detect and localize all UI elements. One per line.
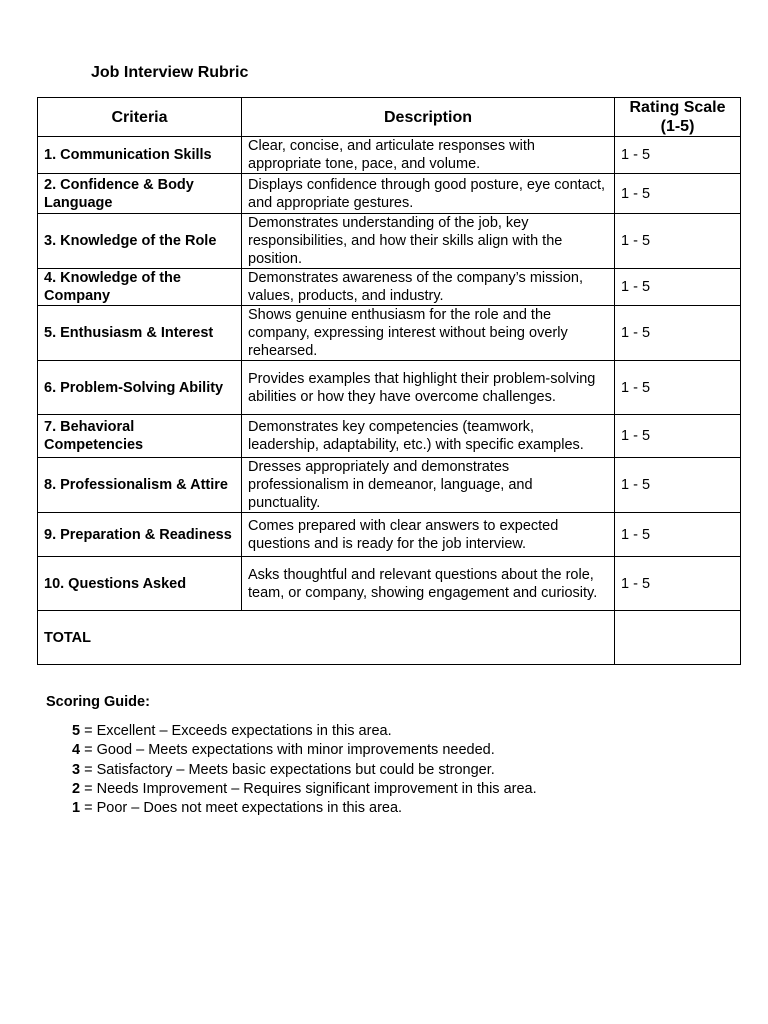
total-label: TOTAL xyxy=(38,611,615,665)
criterion-cell: 7. Behavioral Competencies xyxy=(38,415,242,458)
score-value: 1 xyxy=(72,800,81,817)
score-description: = Excellent – Exceeds expectations in this area. xyxy=(80,723,392,739)
score-value: 2 xyxy=(72,780,81,797)
header-rating-scale xyxy=(615,98,741,137)
scoring-guide-item xyxy=(72,722,537,741)
table-row xyxy=(38,269,741,306)
score-value: 5 xyxy=(72,723,81,739)
table-header-row xyxy=(38,98,741,137)
rating-cell: 1 - 5 xyxy=(615,269,741,306)
rating-cell: 1 - 5 xyxy=(615,415,741,458)
rating-cell: 1 - 5 xyxy=(615,214,741,269)
criterion-cell: 8. Professionalism & Attire xyxy=(38,458,242,513)
criterion-cell: 10. Questions Asked xyxy=(38,557,242,611)
criterion-cell: 5. Enthusiasm & Interest xyxy=(38,306,242,361)
criterion-cell: 2. Confidence & Body Language xyxy=(38,174,242,214)
scoring-guide-item xyxy=(72,780,537,799)
table-row xyxy=(38,361,741,415)
rating-cell: 1 - 5 xyxy=(615,557,741,611)
criterion-cell: 6. Problem-Solving Ability xyxy=(38,361,242,415)
table-row xyxy=(38,458,741,513)
table-row xyxy=(38,306,741,361)
table-row xyxy=(38,174,741,214)
table-row xyxy=(38,137,741,174)
rating-cell: 1 - 5 xyxy=(615,306,741,361)
scoring-guide-title: Scoring Guide: xyxy=(46,694,150,710)
score-value: 3 xyxy=(72,761,81,778)
description-cell: Asks thoughtful and relevant questions about the role, team, or company, showing engagement and curiosity. xyxy=(242,557,615,611)
header-description: Description xyxy=(242,98,615,137)
header-criteria: Criteria xyxy=(38,98,242,137)
rubric-table xyxy=(37,97,741,665)
rating-cell: 1 - 5 xyxy=(615,137,741,174)
document-title: Job Interview Rubric xyxy=(91,64,249,81)
description-cell: Demonstrates understanding of the job, key responsibilities, and how their skills align with the position. xyxy=(242,214,615,269)
table-row xyxy=(38,214,741,269)
rating-cell: 1 - 5 xyxy=(615,361,741,415)
header-rating-line2: (1-5) xyxy=(660,118,695,135)
scoring-guide-item xyxy=(72,741,537,760)
description-cell: Dresses appropriately and demonstrates professionalism in demeanor, language, and punctuality. xyxy=(242,458,615,513)
score-value: 4 xyxy=(72,742,81,759)
score-description: = Needs Improvement – Requires significant improvement in this area. xyxy=(80,780,537,797)
table-row xyxy=(38,557,741,611)
scoring-guide-list xyxy=(72,722,537,818)
total-value-cell xyxy=(615,611,741,665)
score-description: = Poor – Does not meet expectations in this area. xyxy=(80,800,403,817)
rating-cell: 1 - 5 xyxy=(615,513,741,557)
header-rating-line1: Rating Scale xyxy=(629,99,726,116)
scoring-guide-item xyxy=(72,761,537,780)
table-row xyxy=(38,415,741,458)
description-cell: Demonstrates awareness of the company’s mission, values, products, and industry. xyxy=(242,269,615,306)
table-row xyxy=(38,513,741,557)
scoring-guide-item xyxy=(72,799,537,818)
description-cell: Provides examples that highlight their problem-solving abilities or how they have overcome challenges. xyxy=(242,361,615,415)
total-row xyxy=(38,611,741,665)
score-description: = Satisfactory – Meets basic expectations but could be stronger. xyxy=(80,761,495,778)
description-cell: Shows genuine enthusiasm for the role and the company, expressing interest without being overly rehearsed. xyxy=(242,306,615,361)
rating-cell: 1 - 5 xyxy=(615,458,741,513)
description-cell: Demonstrates key competencies (teamwork, leadership, adaptability, etc.) with specific examples. xyxy=(242,415,615,458)
description-cell: Displays confidence through good posture, eye contact, and appropriate gestures. xyxy=(242,174,615,214)
description-cell: Comes prepared with clear answers to expected questions and is ready for the job interview. xyxy=(242,513,615,557)
criterion-cell: 4. Knowledge of the Company xyxy=(38,269,242,306)
criterion-cell: 3. Knowledge of the Role xyxy=(38,214,242,269)
score-description: = Good – Meets expectations with minor improvements needed. xyxy=(80,742,495,759)
criterion-cell: 1. Communication Skills xyxy=(38,137,242,174)
criterion-cell: 9. Preparation & Readiness xyxy=(38,513,242,557)
rating-cell: 1 - 5 xyxy=(615,174,741,214)
description-cell: Clear, concise, and articulate responses with appropriate tone, pace, and volume. xyxy=(242,137,615,174)
